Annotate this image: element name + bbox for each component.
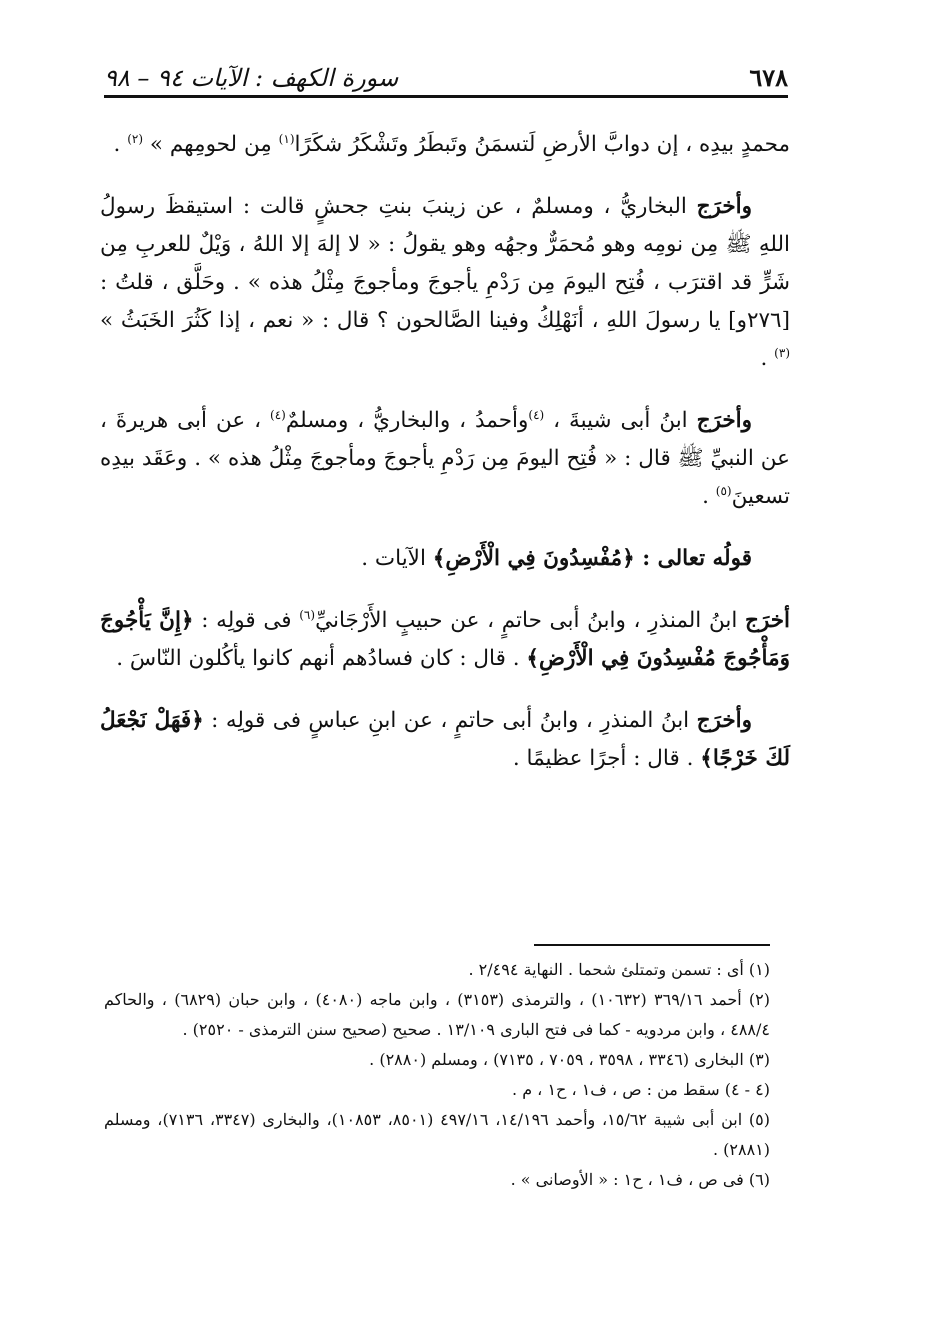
paragraph-lead: وأخرَج <box>696 408 752 433</box>
paragraph-5 <box>100 602 790 678</box>
quran-verse: ﴿فَهَلْ نَجْعَلُ لَكَ خَرْجًا﴾ <box>100 708 790 771</box>
paragraph-lead: وأخرَج <box>696 708 752 733</box>
paragraph-lead: أخرَج <box>745 608 791 633</box>
footnote-4: (٤ - ٤) سقط من : ص ، ف١ ، ح١ ، م . <box>512 1080 770 1099</box>
paragraph-text: . <box>760 346 775 371</box>
paragraph-4-verse-heading <box>100 540 790 578</box>
footnote-ref: (٦) <box>299 607 316 622</box>
paragraph-text: فى قولِه : <box>193 608 300 633</box>
footnote-ref: (٤) <box>270 407 286 422</box>
footnote-ref: (٣) <box>774 345 790 360</box>
footnote-3: (٣) البخارى (٣٣٤٦ ، ٣٥٩٨ ، ٧٠٥٩ ، ٧١٣٥) ، ومسلم (٢٨٨٠) . <box>369 1050 770 1069</box>
paragraph-text: ابنُ المنذرِ ، وابنُ أبى حاتمٍ ، عن ابنِ عباسٍ فى قولِه : <box>203 708 697 733</box>
paragraph-text: ابنُ أبى شيبةَ ، <box>544 408 697 433</box>
paragraph-text: . قال : كان فسادُهم أنهم كانوا يأكُلون النّاسَ . <box>116 646 527 671</box>
footnote-5: (٥) ابن أبى شيبة ١٥/٦٢، وأحمد ١٤/١٩٦، ٤٩٧/١٦ (٨٥٠١، ١٠٨٥٣)، والبخارى (٣٣٤٧، ٧١٣٦)، ومسلم (٢٨٨١) . <box>104 1110 770 1159</box>
paragraph-text: . قال : أجرًا عظيمًا . <box>512 746 701 771</box>
quran-verse: ﴿إِنَّ يَأْجُوجَ وَمَأْجُوجَ مُفْسِدُونَ فِي الْأَرْضِ﴾ <box>100 608 790 671</box>
footnote-ref: (٤) <box>528 407 545 422</box>
footnote-rule <box>534 944 770 946</box>
header-rule <box>104 95 788 98</box>
quran-verse: ﴿مُفْسِدُونَ فِي الْأَرْضِ﴾ <box>432 546 643 571</box>
footnotes <box>104 955 770 1195</box>
main-text <box>100 126 790 802</box>
paragraph-6 <box>100 702 790 778</box>
paragraph-text: البخاريُّ ، ومسلمٌ ، عن زينبَ بنتِ جحشٍ قالت : استيقظَ رسولُ اللهِ ﷺ مِن نومِه وهو مُحمَرٌّ وجهُه وهو يقولُ : « لا إلهَ إلا اللهُ ، وَيْلٌ للعربِ مِن شَرٍّ قد اقترَب ، فُتِح اليومَ مِن رَدْمِ يأجوجَ ومأجوجَ مِثْلُ هذه » . وحَلَّق ، قلتُ : [٢٧٦و] يا رسولَ اللهِ ، أنَهْلِكُ وفينا الصَّالحون ؟ قال : « نعم ، إذا كَثُرَ الخَبَثُ » <box>100 194 790 333</box>
paragraph-1 <box>100 126 790 164</box>
running-title: سورة الكهف : الآيات ٩٤ – ٩٨ <box>104 64 399 92</box>
footnote-ref: (٢) <box>127 131 144 146</box>
paragraph-text: ، عن أبى هريرةَ ، عن النبيِّ ﷺ قال : « فُتِح اليومَ مِن رَدْمِ يأجوجَ ومأجوجَ مِثْلُ هذه » . وعَقَد بيدِه تسعينَ <box>100 408 790 509</box>
footnote-6: (٦) فى ص ، ف١ ، ح١ : « الأوصانى » . <box>510 1170 770 1189</box>
paragraph-3 <box>100 402 790 516</box>
page-header <box>104 50 788 92</box>
footnote-2: (٢) أحمد ٣٦٩/١٦ (١٠٦٣٢) ، والترمذى (٣١٥٣) ، وابن ماجه (٤٠٨٠) ، وابن حبان (٦٨٢٩) ، والحاكم ٤٨٨/٤ ، وابن مردويه - كما فى فتح البارى ١٣/١٠٩ . صحيح (صحيح سنن الترمذى - ٢٥٢٠) . <box>104 990 771 1039</box>
footnote-ref: (٥) <box>715 483 732 498</box>
page-number: ٦٧٨ <box>749 63 788 92</box>
paragraph-lead: قولُه تعالى : <box>642 546 752 571</box>
paragraph-text: مِن لحومِهم » <box>143 132 279 157</box>
footnote-ref: (١) <box>278 131 295 146</box>
paragraph-text: محمدٍ بيدِه ، إن دوابَّ الأرضِ لَتسمَنُ وتَبطَرُ وتَشْكَرُ شكَرًا <box>294 132 790 157</box>
paragraph-text: . <box>702 484 716 509</box>
paragraph-2 <box>100 188 790 378</box>
paragraph-text: الآيات . <box>361 546 433 571</box>
paragraph-text: . <box>113 132 128 157</box>
paragraph-text: وأحمدُ ، والبخاريُّ ، ومسلمٌ <box>285 408 529 433</box>
footnote-1: (١) أى : تسمن وتمتلئ شحما . النهاية ٢/٤٩٤ . <box>468 960 770 979</box>
paragraph-text: ابنُ المنذرِ ، وابنُ أبى حاتمٍ ، عن حبيبٍ الأَرْجَانيِّ <box>315 608 745 633</box>
paragraph-lead: وأخرَج <box>696 194 752 219</box>
